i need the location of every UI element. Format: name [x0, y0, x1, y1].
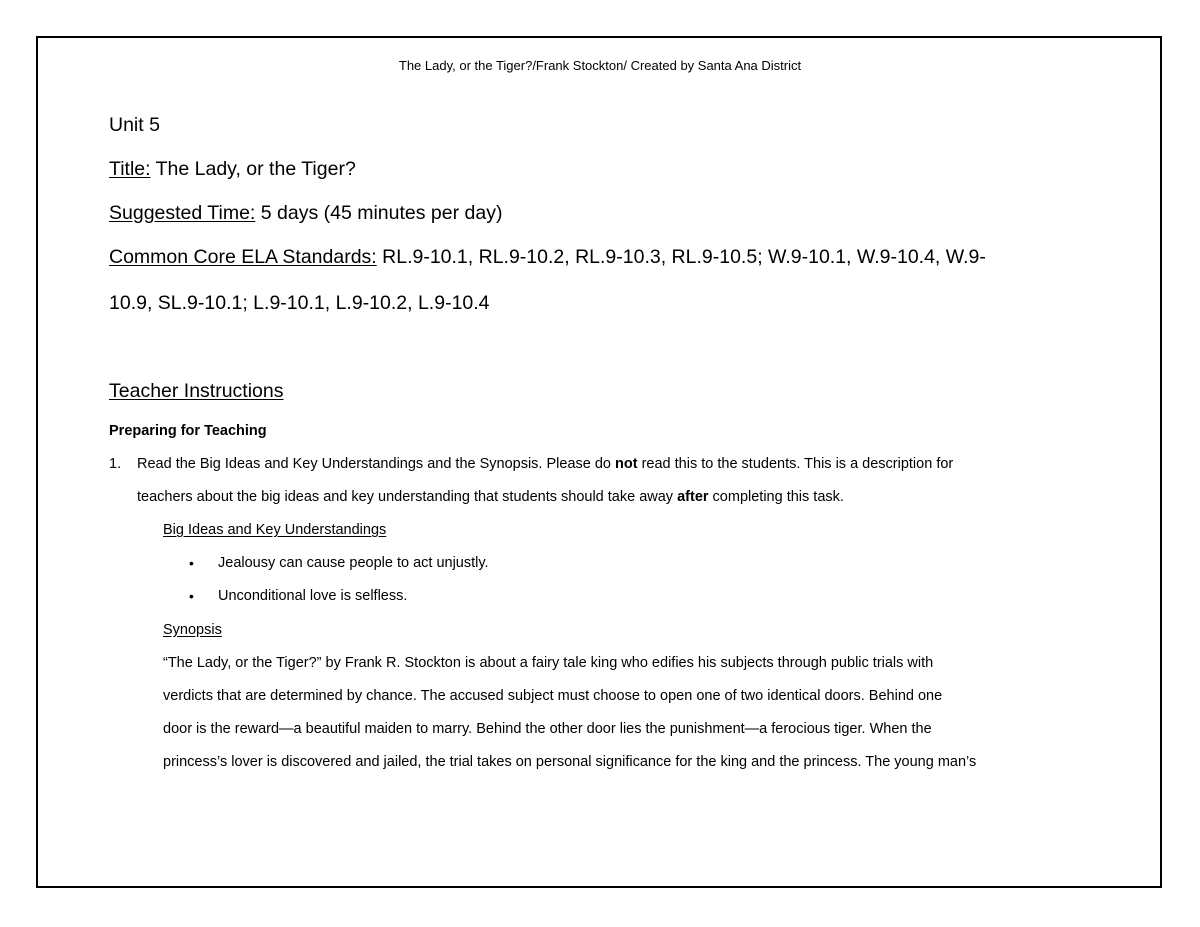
- item-1-text-a: Read the Big Ideas and Key Understandings and the Synopsis. Please do: [137, 456, 616, 472]
- synopsis-heading: Synopsis: [163, 622, 222, 638]
- item-1-line-1: [137, 456, 953, 472]
- standards-value-1: RL.9-10.1, RL.9-10.2, RL.9-10.3, RL.9-10.5; W.9-10.1, W.9-10.4, W.9-: [376, 246, 986, 268]
- suggested-time-line: [109, 202, 502, 225]
- page-header: The Lady, or the Tiger?/Frank Stockton/ Created by Santa Ana District: [398, 58, 802, 73]
- title-label: Title:: [109, 158, 151, 180]
- synopsis-line: verdicts that are determined by chance. The accused subject must choose to open one of two identical doors. Behind one: [163, 688, 943, 704]
- bullet-item: Unconditional love is selfless.: [218, 588, 408, 604]
- item-1-number: 1.: [109, 456, 122, 472]
- synopsis-line: princess’s lover is discovered and jailed, the trial takes on personal significance for the king and the princess. The young man’s: [163, 754, 977, 770]
- big-ideas-heading: Big Ideas and Key Understandings: [163, 522, 387, 538]
- title-line: [109, 158, 356, 181]
- item-1-text-2a: teachers about the big ideas and key understanding that students should take away: [137, 489, 678, 505]
- title-value: The Lady, or the Tiger?: [150, 158, 356, 180]
- item-1-emphasis-not: not: [615, 456, 638, 472]
- synopsis-line: “The Lady, or the Tiger?” by Frank R. Stockton is about a fairy tale king who edifies his subjects through public trials with: [163, 655, 934, 671]
- item-1-line-2: [137, 489, 844, 505]
- unit-label: Unit 5: [109, 114, 160, 136]
- standards-line-2: 10.9, SL.9-10.1; L.9-10.1, L.9-10.2, L.9-10.4: [109, 292, 490, 314]
- item-1-text-c: read this to the students. This is a description for: [637, 456, 954, 472]
- bullet-icon: •: [189, 588, 194, 604]
- suggested-time-label: Suggested Time:: [109, 202, 256, 224]
- standards-line-1: [109, 246, 986, 269]
- synopsis-line: door is the reward—a beautiful maiden to marry. Behind the other door lies the punishment—a ferocious tiger. When the: [163, 721, 932, 737]
- suggested-time-value: 5 days (45 minutes per day): [255, 202, 503, 224]
- item-1-text-2c: completing this task.: [708, 489, 844, 505]
- bullet-item: Jealousy can cause people to act unjustly.: [218, 555, 489, 571]
- bullet-icon: •: [189, 555, 194, 571]
- teacher-instructions-heading: Teacher Instructions: [109, 380, 284, 402]
- item-1-emphasis-after: after: [677, 489, 709, 505]
- preparing-heading: Preparing for Teaching: [109, 423, 267, 439]
- standards-label: Common Core ELA Standards:: [109, 246, 377, 268]
